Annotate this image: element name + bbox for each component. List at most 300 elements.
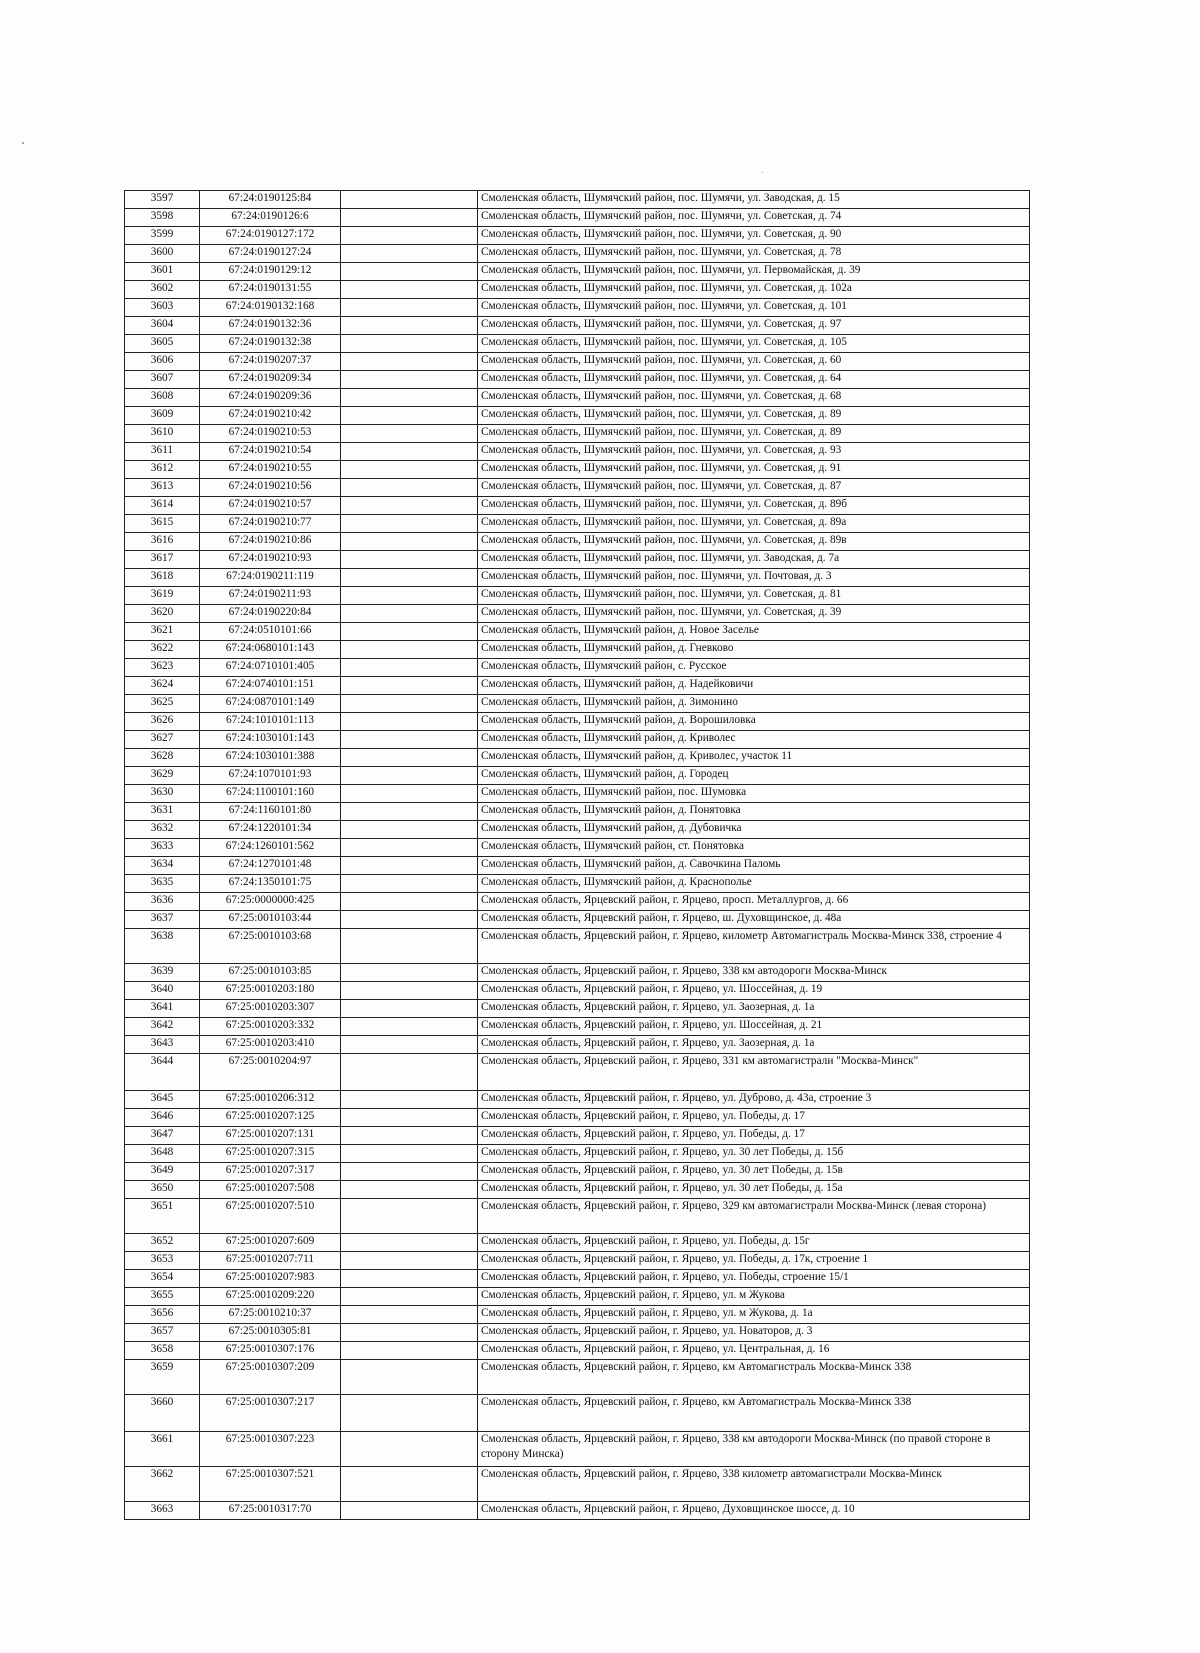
empty-cell [341, 1181, 478, 1199]
table-row [125, 929, 1030, 964]
row-number-cell: 3651 [125, 1199, 200, 1234]
empty-cell [341, 1306, 478, 1324]
table-row [125, 964, 1030, 982]
table-row [125, 749, 1030, 767]
row-number-cell: 3614 [125, 497, 200, 515]
empty-cell [341, 713, 478, 731]
table-row [125, 407, 1030, 425]
table-row [125, 1018, 1030, 1036]
row-number-cell: 3642 [125, 1018, 200, 1036]
cadastral-number-cell: 67:25:0010307:176 [200, 1342, 341, 1360]
cadastral-register-table [124, 190, 1030, 1520]
cadastral-number-cell: 67:24:0190210:55 [200, 461, 341, 479]
table-row [125, 893, 1030, 911]
table-row [125, 191, 1030, 209]
row-number-cell: 3661 [125, 1432, 200, 1467]
address-cell: Смоленская область, Шумячский район, пос. Шумячи, ул. Почтовая, д. 3 [478, 569, 1030, 587]
address-cell: Смоленская область, Ярцевский район, г. Ярцево, ул. м Жукова, д. 1а [478, 1306, 1030, 1324]
address-cell: Смоленская область, Шумячский район, д. Новое Заселье [478, 623, 1030, 641]
row-number-cell: 3604 [125, 317, 200, 335]
address-cell: Смоленская область, Шумячский район, д. Дубовичка [478, 821, 1030, 839]
address-cell: Смоленская область, Шумячский район, д. Ворошиловка [478, 713, 1030, 731]
row-number-cell: 3616 [125, 533, 200, 551]
table-row [125, 317, 1030, 335]
table-row [125, 551, 1030, 569]
row-number-cell: 3639 [125, 964, 200, 982]
cadastral-number-cell: 67:25:0010207:125 [200, 1109, 341, 1127]
address-cell: Смоленская область, Шумячский район, пос. Шумячи, ул. Советская, д. 93 [478, 443, 1030, 461]
row-number-cell: 3613 [125, 479, 200, 497]
cadastral-number-cell: 67:25:0010207:317 [200, 1163, 341, 1181]
row-number-cell: 3605 [125, 335, 200, 353]
table-row [125, 1181, 1030, 1199]
address-cell: Смоленская область, Шумячский район, пос. Шумячи, ул. Советская, д. 105 [478, 335, 1030, 353]
empty-cell [341, 461, 478, 479]
table-row [125, 1360, 1030, 1395]
table-row [125, 1288, 1030, 1306]
address-cell: Смоленская область, Ярцевский район, г. Ярцево, 331 км автомагистрали "Москва-Минск" [478, 1054, 1030, 1091]
cadastral-number-cell: 67:24:0190220:84 [200, 605, 341, 623]
cadastral-number-cell: 67:24:1160101:80 [200, 803, 341, 821]
empty-cell [341, 982, 478, 1000]
row-number-cell: 3600 [125, 245, 200, 263]
empty-cell [341, 515, 478, 533]
row-number-cell: 3636 [125, 893, 200, 911]
row-number-cell: 3627 [125, 731, 200, 749]
address-cell: Смоленская область, Ярцевский район, г. Ярцево, просп. Металлургов, д. 66 [478, 893, 1030, 911]
cadastral-number-cell: 67:24:1100101:160 [200, 785, 341, 803]
cadastral-number-cell: 67:25:0010307:209 [200, 1360, 341, 1395]
address-cell: Смоленская область, Шумячский район, пос. Шумячи, ул. Советская, д. 97 [478, 317, 1030, 335]
address-cell: Смоленская область, Ярцевский район, г. Ярцево, ул. Победы, д. 17к, строение 1 [478, 1252, 1030, 1270]
address-cell: Смоленская область, Ярцевский район, г. Ярцево, ул. м Жукова [478, 1288, 1030, 1306]
cadastral-number-cell: 67:24:1350101:75 [200, 875, 341, 893]
empty-cell [341, 1199, 478, 1234]
row-number-cell: 3611 [125, 443, 200, 461]
table-row [125, 353, 1030, 371]
row-number-cell: 3647 [125, 1127, 200, 1145]
address-cell: Смоленская область, Ярцевский район, г. Ярцево, км Автомагистраль Москва-Минск 338 [478, 1395, 1030, 1432]
row-number-cell: 3659 [125, 1360, 200, 1395]
table-row [125, 1502, 1030, 1520]
address-cell: Смоленская область, Ярцевский район, г. Ярцево, ул. Победы, д. 17 [478, 1127, 1030, 1145]
address-cell: Смоленская область, Шумячский район, д. Городец [478, 767, 1030, 785]
row-number-cell: 3655 [125, 1288, 200, 1306]
table-row [125, 641, 1030, 659]
address-cell: Смоленская область, Шумячский район, пос. Шумячи, ул. Советская, д. 60 [478, 353, 1030, 371]
row-number-cell: 3649 [125, 1163, 200, 1181]
empty-cell [341, 479, 478, 497]
empty-cell [341, 209, 478, 227]
row-number-cell: 3658 [125, 1342, 200, 1360]
row-number-cell: 3656 [125, 1306, 200, 1324]
table-row [125, 1127, 1030, 1145]
row-number-cell: 3620 [125, 605, 200, 623]
empty-cell [341, 1018, 478, 1036]
address-cell: Смоленская область, Шумячский район, пос. Шумячи, ул. Советская, д. 74 [478, 209, 1030, 227]
empty-cell [341, 1145, 478, 1163]
row-number-cell: 3625 [125, 695, 200, 713]
cadastral-number-cell: 67:25:0010207:508 [200, 1181, 341, 1199]
cadastral-number-cell: 67:24:0190126:6 [200, 209, 341, 227]
row-number-cell: 3623 [125, 659, 200, 677]
table-row [125, 335, 1030, 353]
address-cell: Смоленская область, Ярцевский район, г. Ярцево, Духовщинское шоссе, д. 10 [478, 1502, 1030, 1520]
cadastral-number-cell: 67:25:0010203:180 [200, 982, 341, 1000]
table-row [125, 1270, 1030, 1288]
cadastral-number-cell: 67:24:0190210:86 [200, 533, 341, 551]
cadastral-number-cell: 67:24:0190207:37 [200, 353, 341, 371]
address-cell: Смоленская область, Шумячский район, пос. Шумячи, ул. Советская, д. 64 [478, 371, 1030, 389]
address-cell: Смоленская область, Шумячский район, пос. Шумячи, ул. Советская, д. 81 [478, 587, 1030, 605]
table-row [125, 695, 1030, 713]
address-cell: Смоленская область, Шумячский район, пос. Шумовка [478, 785, 1030, 803]
table-row [125, 623, 1030, 641]
table-row [125, 1145, 1030, 1163]
table-row [125, 209, 1030, 227]
cadastral-number-cell: 67:25:0010210:37 [200, 1306, 341, 1324]
cadastral-number-cell: 67:24:0190132:168 [200, 299, 341, 317]
table-row [125, 803, 1030, 821]
empty-cell [341, 1360, 478, 1395]
table-row [125, 1252, 1030, 1270]
row-number-cell: 3597 [125, 191, 200, 209]
empty-cell [341, 785, 478, 803]
cadastral-number-cell: 67:24:1030101:388 [200, 749, 341, 767]
row-number-cell: 3618 [125, 569, 200, 587]
row-number-cell: 3646 [125, 1109, 200, 1127]
empty-cell [341, 839, 478, 857]
table-row [125, 1109, 1030, 1127]
row-number-cell: 3619 [125, 587, 200, 605]
row-number-cell: 3653 [125, 1252, 200, 1270]
empty-cell [341, 281, 478, 299]
address-cell: Смоленская область, Ярцевский район, г. Ярцево, ул. Новаторов, д. 3 [478, 1324, 1030, 1342]
cadastral-number-cell: 67:24:1010101:113 [200, 713, 341, 731]
empty-cell [341, 497, 478, 515]
table-row [125, 515, 1030, 533]
table-row [125, 605, 1030, 623]
row-number-cell: 3617 [125, 551, 200, 569]
scan-speck [22, 142, 24, 144]
empty-cell [341, 803, 478, 821]
empty-cell [341, 1342, 478, 1360]
address-cell: Смоленская область, Шумячский район, пос. Шумячи, ул. Советская, д. 89 [478, 425, 1030, 443]
cadastral-number-cell: 67:24:0190209:34 [200, 371, 341, 389]
cadastral-number-cell: 67:25:0010203:332 [200, 1018, 341, 1036]
cadastral-number-cell: 67:24:0190210:57 [200, 497, 341, 515]
address-cell: Смоленская область, Шумячский район, пос. Шумячи, ул. Советская, д. 90 [478, 227, 1030, 245]
cadastral-number-cell: 67:25:0010203:410 [200, 1036, 341, 1054]
table-row [125, 677, 1030, 695]
table-row [125, 785, 1030, 803]
address-cell: Смоленская область, Ярцевский район, г. Ярцево, ул. 30 лет Победы, д. 15б [478, 1145, 1030, 1163]
address-cell: Смоленская область, Шумячский район, д. Краснополье [478, 875, 1030, 893]
empty-cell [341, 191, 478, 209]
empty-cell [341, 1288, 478, 1306]
cadastral-number-cell: 67:25:0010204:97 [200, 1054, 341, 1091]
row-number-cell: 3654 [125, 1270, 200, 1288]
scan-speck [762, 172, 763, 173]
row-number-cell: 3622 [125, 641, 200, 659]
table-row [125, 263, 1030, 281]
empty-cell [341, 695, 478, 713]
cadastral-number-cell: 67:25:0010305:81 [200, 1324, 341, 1342]
row-number-cell: 3638 [125, 929, 200, 964]
address-cell: Смоленская область, Шумячский район, ст. Понятовка [478, 839, 1030, 857]
empty-cell [341, 893, 478, 911]
address-cell: Смоленская область, Шумячский район, с. Русское [478, 659, 1030, 677]
cadastral-number-cell: 67:24:0870101:149 [200, 695, 341, 713]
table-row [125, 371, 1030, 389]
cadastral-number-cell: 67:24:0190210:93 [200, 551, 341, 569]
empty-cell [341, 1036, 478, 1054]
cadastral-number-cell: 67:25:0010207:131 [200, 1127, 341, 1145]
empty-cell [341, 227, 478, 245]
cadastral-number-cell: 67:24:0190209:36 [200, 389, 341, 407]
table-row [125, 1324, 1030, 1342]
table-row [125, 299, 1030, 317]
address-cell: Смоленская область, Шумячский район, пос. Шумячи, ул. Советская, д. 89а [478, 515, 1030, 533]
table-row [125, 1054, 1030, 1091]
cadastral-number-cell: 67:24:0710101:405 [200, 659, 341, 677]
cadastral-number-cell: 67:24:0510101:66 [200, 623, 341, 641]
table-row [125, 1091, 1030, 1109]
cadastral-number-cell: 67:24:0740101:151 [200, 677, 341, 695]
address-cell: Смоленская область, Шумячский район, пос. Шумячи, ул. Советская, д. 89б [478, 497, 1030, 515]
table-row [125, 443, 1030, 461]
cadastral-number-cell: 67:25:0010103:44 [200, 911, 341, 929]
table-row [125, 1467, 1030, 1502]
table-row [125, 497, 1030, 515]
address-cell: Смоленская область, Ярцевский район, г. Ярцево, ул. Победы, д. 17 [478, 1109, 1030, 1127]
table-row [125, 875, 1030, 893]
empty-cell [341, 245, 478, 263]
address-cell: Смоленская область, Ярцевский район, г. Ярцево, ул. Заозерная, д. 1а [478, 1036, 1030, 1054]
table-row [125, 587, 1030, 605]
empty-cell [341, 821, 478, 839]
empty-cell [341, 1502, 478, 1520]
address-cell: Смоленская область, Шумячский район, пос. Шумячи, ул. Советская, д. 102а [478, 281, 1030, 299]
row-number-cell: 3634 [125, 857, 200, 875]
row-number-cell: 3608 [125, 389, 200, 407]
table-row [125, 1036, 1030, 1054]
row-number-cell: 3599 [125, 227, 200, 245]
empty-cell [341, 749, 478, 767]
empty-cell [341, 1324, 478, 1342]
table-row [125, 1432, 1030, 1467]
table-row [125, 821, 1030, 839]
empty-cell [341, 1467, 478, 1502]
row-number-cell: 3615 [125, 515, 200, 533]
table-row [125, 1000, 1030, 1018]
row-number-cell: 3598 [125, 209, 200, 227]
address-cell: Смоленская область, Ярцевский район, г. Ярцево, ул. Победы, д. 15г [478, 1234, 1030, 1252]
table-row [125, 479, 1030, 497]
row-number-cell: 3630 [125, 785, 200, 803]
cadastral-number-cell: 67:24:1220101:34 [200, 821, 341, 839]
empty-cell [341, 443, 478, 461]
address-cell: Смоленская область, Шумячский район, пос. Шумячи, ул. Советская, д. 91 [478, 461, 1030, 479]
empty-cell [341, 964, 478, 982]
address-cell: Смоленская область, Шумячский район, пос. Шумячи, ул. Советская, д. 68 [478, 389, 1030, 407]
row-number-cell: 3645 [125, 1091, 200, 1109]
table-row [125, 227, 1030, 245]
table-row [125, 425, 1030, 443]
empty-cell [341, 1234, 478, 1252]
cadastral-number-cell: 67:24:0190210:53 [200, 425, 341, 443]
address-cell: Смоленская область, Шумячский район, д. Криволес, участок 11 [478, 749, 1030, 767]
empty-cell [341, 353, 478, 371]
empty-cell [341, 335, 478, 353]
row-number-cell: 3657 [125, 1324, 200, 1342]
cadastral-number-cell: 67:24:0190129:12 [200, 263, 341, 281]
cadastral-number-cell: 67:25:0010207:315 [200, 1145, 341, 1163]
address-cell: Смоленская область, Шумячский район, пос. Шумячи, ул. Советская, д. 78 [478, 245, 1030, 263]
table-row [125, 839, 1030, 857]
row-number-cell: 3621 [125, 623, 200, 641]
address-cell: Смоленская область, Ярцевский район, г. Ярцево, ул. 30 лет Победы, д. 15в [478, 1163, 1030, 1181]
address-cell: Смоленская область, Ярцевский район, г. Ярцево, ул. Шоссейная, д. 21 [478, 1018, 1030, 1036]
cadastral-number-cell: 67:25:0010207:609 [200, 1234, 341, 1252]
empty-cell [341, 1127, 478, 1145]
address-cell: Смоленская область, Ярцевский район, г. Ярцево, ул. Победы, строение 15/1 [478, 1270, 1030, 1288]
row-number-cell: 3610 [125, 425, 200, 443]
table-row [125, 533, 1030, 551]
empty-cell [341, 1091, 478, 1109]
cadastral-number-cell: 67:24:0190210:77 [200, 515, 341, 533]
table-row [125, 857, 1030, 875]
empty-cell [341, 1000, 478, 1018]
empty-cell [341, 533, 478, 551]
row-number-cell: 3624 [125, 677, 200, 695]
row-number-cell: 3601 [125, 263, 200, 281]
address-cell: Смоленская область, Ярцевский район, г. Ярцево, км Автомагистраль Москва-Минск 338 [478, 1360, 1030, 1395]
empty-cell [341, 389, 478, 407]
cadastral-number-cell: 67:25:0010207:983 [200, 1270, 341, 1288]
address-cell: Смоленская область, Шумячский район, д. Понятовка [478, 803, 1030, 821]
cadastral-number-cell: 67:25:0010317:70 [200, 1502, 341, 1520]
table-row [125, 461, 1030, 479]
table-row [125, 1342, 1030, 1360]
empty-cell [341, 875, 478, 893]
empty-cell [341, 857, 478, 875]
empty-cell [341, 767, 478, 785]
empty-cell [341, 659, 478, 677]
cadastral-number-cell: 67:25:0010209:220 [200, 1288, 341, 1306]
empty-cell [341, 641, 478, 659]
cadastral-number-cell: 67:24:0190127:24 [200, 245, 341, 263]
cadastral-number-cell: 67:24:0190210:54 [200, 443, 341, 461]
address-cell: Смоленская область, Шумячский район, пос. Шумячи, ул. Заводская, д. 15 [478, 191, 1030, 209]
address-cell: Смоленская область, Шумячский район, пос. Шумячи, ул. Советская, д. 39 [478, 605, 1030, 623]
address-cell: Смоленская область, Ярцевский район, г. Ярцево, ул. Центральная, д. 16 [478, 1342, 1030, 1360]
empty-cell [341, 371, 478, 389]
table-row [125, 1395, 1030, 1432]
address-cell: Смоленская область, Ярцевский район, г. Ярцево, 338 километр автомагистрали Москва-Минск [478, 1467, 1030, 1502]
address-cell: Смоленская область, Шумячский район, д. Зимонино [478, 695, 1030, 713]
empty-cell [341, 569, 478, 587]
row-number-cell: 3609 [125, 407, 200, 425]
empty-cell [341, 911, 478, 929]
empty-cell [341, 677, 478, 695]
row-number-cell: 3635 [125, 875, 200, 893]
address-cell: Смоленская область, Ярцевский район, г. Ярцево, ул. 30 лет Победы, д. 15а [478, 1181, 1030, 1199]
cadastral-number-cell: 67:24:1260101:562 [200, 839, 341, 857]
address-cell: Смоленская область, Ярцевский район, г. Ярцево, 329 км автомагистрали Москва-Минск (левая сторона) [478, 1199, 1030, 1234]
cadastral-number-cell: 67:25:0010307:521 [200, 1467, 341, 1502]
table-row [125, 982, 1030, 1000]
address-cell: Смоленская область, Ярцевский район, г. Ярцево, ул. Заозерная, д. 1а [478, 1000, 1030, 1018]
empty-cell [341, 425, 478, 443]
cadastral-number-cell: 67:24:0190211:93 [200, 587, 341, 605]
empty-cell [341, 1054, 478, 1091]
row-number-cell: 3648 [125, 1145, 200, 1163]
address-cell: Смоленская область, Шумячский район, пос. Шумячи, ул. Заводская, д. 7а [478, 551, 1030, 569]
empty-cell [341, 731, 478, 749]
address-cell: Смоленская область, Шумячский район, пос. Шумячи, ул. Советская, д. 89 [478, 407, 1030, 425]
table-row [125, 911, 1030, 929]
cadastral-number-cell: 67:25:0010307:223 [200, 1432, 341, 1467]
address-cell: Смоленская область, Ярцевский район, г. Ярцево, ул. Дуброво, д. 43а, строение 3 [478, 1091, 1030, 1109]
table-row [125, 389, 1030, 407]
row-number-cell: 3603 [125, 299, 200, 317]
cadastral-number-cell: 67:24:0190125:84 [200, 191, 341, 209]
cadastral-number-cell: 67:25:0010103:68 [200, 929, 341, 964]
cadastral-number-cell: 67:24:0190132:38 [200, 335, 341, 353]
cadastral-number-cell: 67:25:0010203:307 [200, 1000, 341, 1018]
address-cell: Смоленская область, Ярцевский район, г. Ярцево, ул. Шоссейная, д. 19 [478, 982, 1030, 1000]
table-row [125, 1234, 1030, 1252]
table-row [125, 281, 1030, 299]
cadastral-number-cell: 67:24:0190210:56 [200, 479, 341, 497]
cadastral-number-cell: 67:24:0190210:42 [200, 407, 341, 425]
empty-cell [341, 605, 478, 623]
table-row [125, 1306, 1030, 1324]
address-cell: Смоленская область, Ярцевский район, г. Ярцево, 338 км автодороги Москва-Минск [478, 964, 1030, 982]
table-row [125, 1199, 1030, 1234]
row-number-cell: 3633 [125, 839, 200, 857]
empty-cell [341, 587, 478, 605]
row-number-cell: 3660 [125, 1395, 200, 1432]
table-row [125, 1163, 1030, 1181]
address-cell: Смоленская область, Шумячский район, д. Надейковичи [478, 677, 1030, 695]
address-cell: Смоленская область, Шумячский район, пос. Шумячи, ул. Советская, д. 89в [478, 533, 1030, 551]
row-number-cell: 3606 [125, 353, 200, 371]
address-cell: Смоленская область, Ярцевский район, г. Ярцево, ш. Духовщинское, д. 48а [478, 911, 1030, 929]
empty-cell [341, 299, 478, 317]
cadastral-number-cell: 67:25:0010207:510 [200, 1199, 341, 1234]
address-cell: Смоленская область, Ярцевский район, г. Ярцево, 338 км автодороги Москва-Минск (по правой стороне в сторону Минска) [478, 1432, 1030, 1467]
table-row [125, 731, 1030, 749]
table-row [125, 713, 1030, 731]
empty-cell [341, 1270, 478, 1288]
address-cell: Смоленская область, Шумячский район, д. Криволес [478, 731, 1030, 749]
empty-cell [341, 317, 478, 335]
row-number-cell: 3650 [125, 1181, 200, 1199]
row-number-cell: 3631 [125, 803, 200, 821]
empty-cell [341, 929, 478, 964]
row-number-cell: 3662 [125, 1467, 200, 1502]
cadastral-number-cell: 67:25:0010307:217 [200, 1395, 341, 1432]
row-number-cell: 3663 [125, 1502, 200, 1520]
empty-cell [341, 1252, 478, 1270]
empty-cell [341, 623, 478, 641]
empty-cell [341, 263, 478, 281]
cadastral-number-cell: 67:25:0010207:711 [200, 1252, 341, 1270]
cadastral-number-cell: 67:25:0010206:312 [200, 1091, 341, 1109]
address-cell: Смоленская область, Шумячский район, пос. Шумячи, ул. Советская, д. 87 [478, 479, 1030, 497]
